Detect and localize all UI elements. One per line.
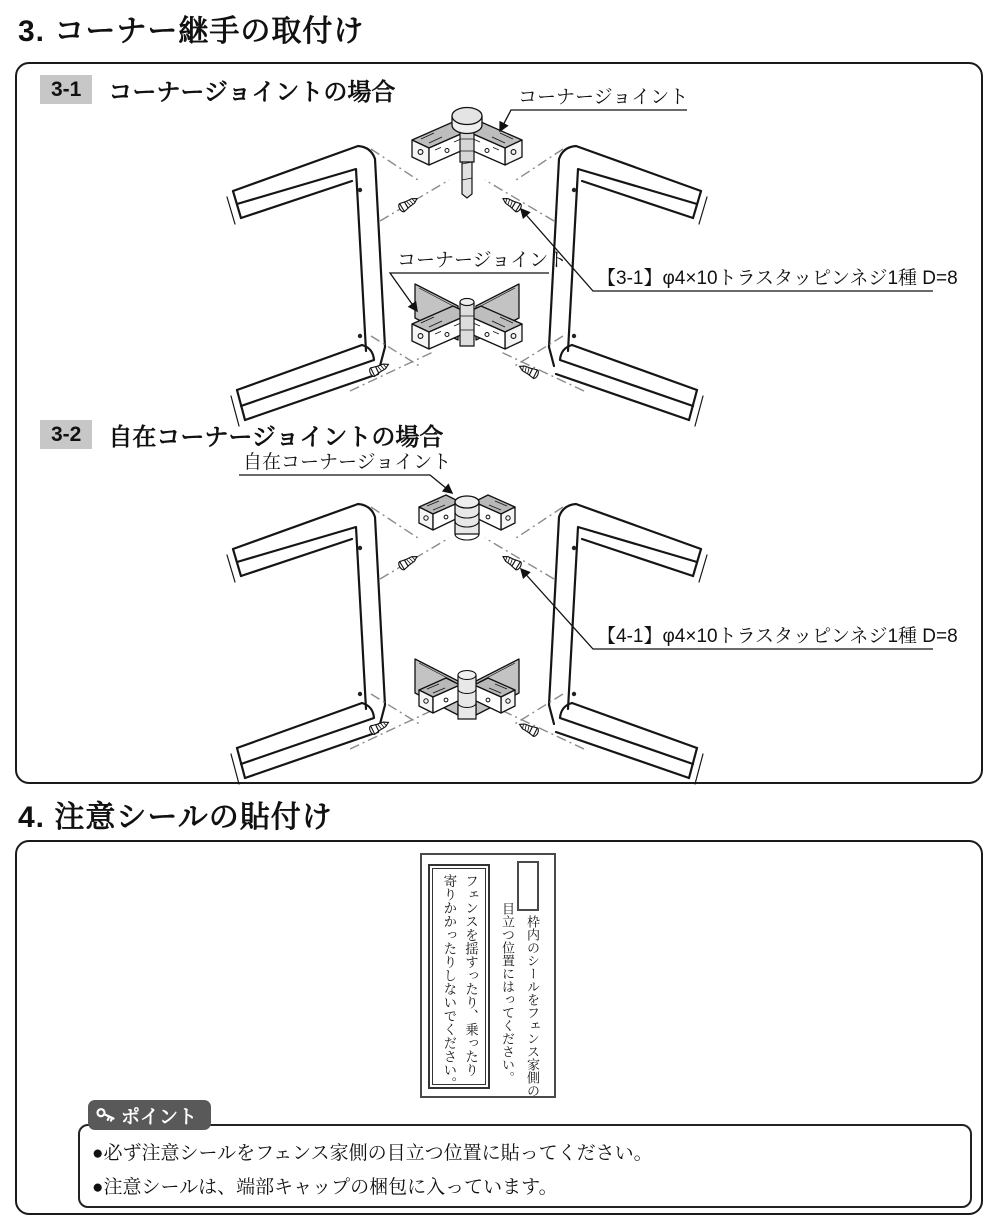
point-badge	[88, 1100, 211, 1130]
free-corner-joint-label: 自在コーナージョイント	[243, 452, 452, 473]
corner-joint-bottom-label: コーナージョイント	[397, 250, 568, 271]
key-icon	[95, 1104, 117, 1126]
screw-spec-label-3-1: 【3-1】φ4×10トラスタッピンネジ1種 D=8	[597, 268, 958, 289]
free-corner-joint-top	[419, 495, 515, 540]
diagram-free-corner-joint	[15, 448, 985, 782]
point-bullet-2: ●注意シールは、端部キャップの梱包に入っています。	[92, 1177, 558, 1199]
point-box	[78, 1124, 972, 1208]
subsection-3-1-heading: コーナージョイントの場合	[108, 79, 396, 106]
warning-sticker	[428, 864, 490, 1089]
sticker-caption-col2: 目立つ位置にはってください。	[500, 902, 515, 1084]
screw-spec-label-4-1: 【4-1】φ4×10トラスタッピンネジ1種 D=8	[597, 626, 958, 647]
subsection-3-2-badge: 3-2	[40, 420, 92, 449]
free-corner-joint-bottom	[415, 659, 519, 719]
sticker-caption-col1: 枠内のシールをフェンス家側の	[525, 915, 540, 1097]
subsection-3-2-heading: 自在コーナージョイントの場合	[108, 424, 444, 451]
warning-sticker-text	[432, 868, 486, 1090]
point-badge-label: ポイント	[121, 1106, 198, 1128]
subsection-3-1-badge: 3-1	[40, 75, 92, 104]
section-4-title: 4. 注意シールの貼付け	[18, 801, 333, 834]
warning-sticker-line2: 寄りかかったりしないでください。	[441, 874, 457, 1090]
section-3-title: 3. コーナー継手の取付け	[18, 15, 365, 48]
corner-joint-top-label: コーナージョイント	[518, 87, 689, 108]
warning-sticker-line1: フェンスを揺すったり、乗ったり	[463, 874, 478, 1077]
point-bullet-1: ●必ず注意シールをフェンス家側の目立つ位置に貼ってください。	[92, 1143, 653, 1164]
sticker-frame-swatch	[517, 861, 539, 911]
diagram-corner-joint	[15, 80, 985, 425]
subsection-3-2-header	[40, 417, 443, 452]
corner-joint-bottom	[412, 284, 522, 349]
